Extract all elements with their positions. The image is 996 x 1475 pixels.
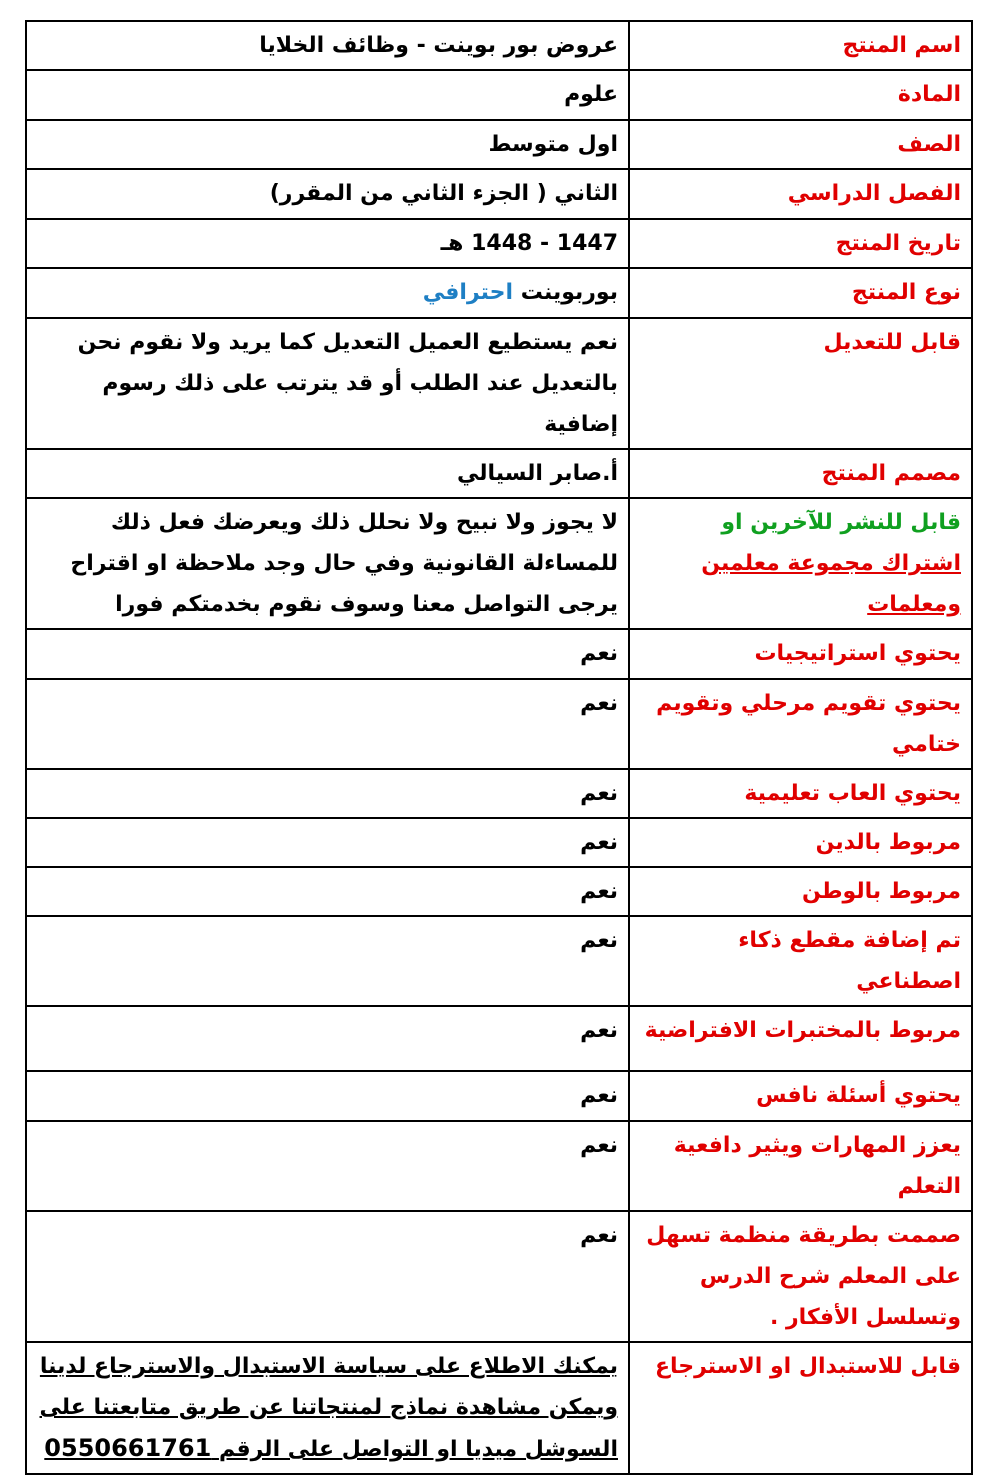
row-value: علوم [26,70,629,120]
table-row [26,449,972,498]
row-label: يعزز المهارات ويثير دافعية التعلم [629,1121,972,1211]
table-row [26,1342,972,1474]
row-value [26,268,629,318]
table-row [26,1211,972,1342]
row-label: مربوط بالدين [629,818,972,867]
table-row [26,318,972,449]
table-row [26,1121,972,1211]
table-row [26,219,972,268]
table-row [26,916,972,1006]
row-label: نوع المنتج [629,268,972,318]
table-row [26,1006,972,1071]
row-value: نعم يستطيع العميل التعديل كما يريد ولا نقوم نحن بالتعديل عند الطلب أو قد يترتب على ذلك رسوم إضافية [26,318,629,449]
row-value: نعم [26,1121,629,1211]
row-value: 1447 - 1448 هـ [26,219,629,268]
table-row [26,679,972,769]
share-label-green: قابل للنشر للآخرين [750,510,961,535]
row-label: يحتوي العاب تعليمية [629,769,972,818]
return-policy-text: يمكنك الاطلاع على سياسة الاستبدال والاسترجاع لدينا ويمكن مشاهدة نماذج لمنتجاتنا عن طريق متابعتنا على السوشل ميديا او التواصل على الرقم [39,1354,618,1462]
row-label: يحتوي استراتيجيات [629,629,972,679]
row-label: مربوط بالوطن [629,867,972,916]
row-value: نعم [26,1211,629,1342]
contact-phone[interactable]: 0550661761 [44,1434,212,1462]
table-row [26,629,972,679]
table-row [26,769,972,818]
row-value: نعم [26,916,629,1006]
row-label: قابل للتعديل [629,318,972,449]
return-policy [26,1342,629,1474]
row-value: نعم [26,867,629,916]
product-type-text: بوربوينت [520,280,618,305]
product-type-quality: احترافي [422,280,514,305]
table-row [26,818,972,867]
row-value: نعم [26,818,629,867]
row-label: الصف [629,120,972,169]
table-row [26,120,972,169]
share-label-group: اشتراك مجموعة معلمين ومعلمات [701,551,961,617]
table-row [26,21,972,70]
row-value: الثاني ( الجزء الثاني من المقرر) [26,169,629,219]
table-row [26,169,972,219]
share-label-or: او [721,510,743,535]
row-value: نعم [26,1071,629,1121]
row-label: يحتوي أسئلة نافس [629,1071,972,1121]
row-label: اسم المنتج [629,21,972,70]
table-row [26,1071,972,1121]
designer-name: أ.صابر السيالي [26,449,629,498]
row-label: مصمم المنتج [629,449,972,498]
row-label: صممت بطريقة منظمة تسهل على المعلم شرح الدرس وتسلسل الأفكار . [629,1211,972,1342]
row-value: اول متوسط [26,120,629,169]
row-label: تاريخ المنتج [629,219,972,268]
row-label: قابل للاستبدال او الاسترجاع [629,1342,972,1474]
row-value: نعم [26,1006,629,1071]
table-row [26,498,972,629]
table-row [26,268,972,318]
row-label: مربوط بالمختبرات الافتراضية [629,1006,972,1071]
row-label: تم إضافة مقطع ذكاء اصطناعي [629,916,972,1006]
row-value: نعم [26,679,629,769]
table-row [26,70,972,120]
row-value: عروض بور بوينت - وظائف الخلايا [26,21,629,70]
row-label: الفصل الدراسي [629,169,972,219]
table-row [26,867,972,916]
product-info-table [25,20,973,1475]
row-value: نعم [26,769,629,818]
share-policy: لا يجوز ولا نبيح ولا نحلل ذلك ويعرضك فعل ذلك للمساءلة القانونية وفي حال وجد ملاحظة او اقتراح يرجى التواصل معنا وسوف نقوم بخدمتكم فورا [26,498,629,629]
row-label: المادة [629,70,972,120]
row-label [629,498,972,629]
row-value: نعم [26,629,629,679]
row-label: يحتوي تقويم مرحلي وتقويم ختامي [629,679,972,769]
